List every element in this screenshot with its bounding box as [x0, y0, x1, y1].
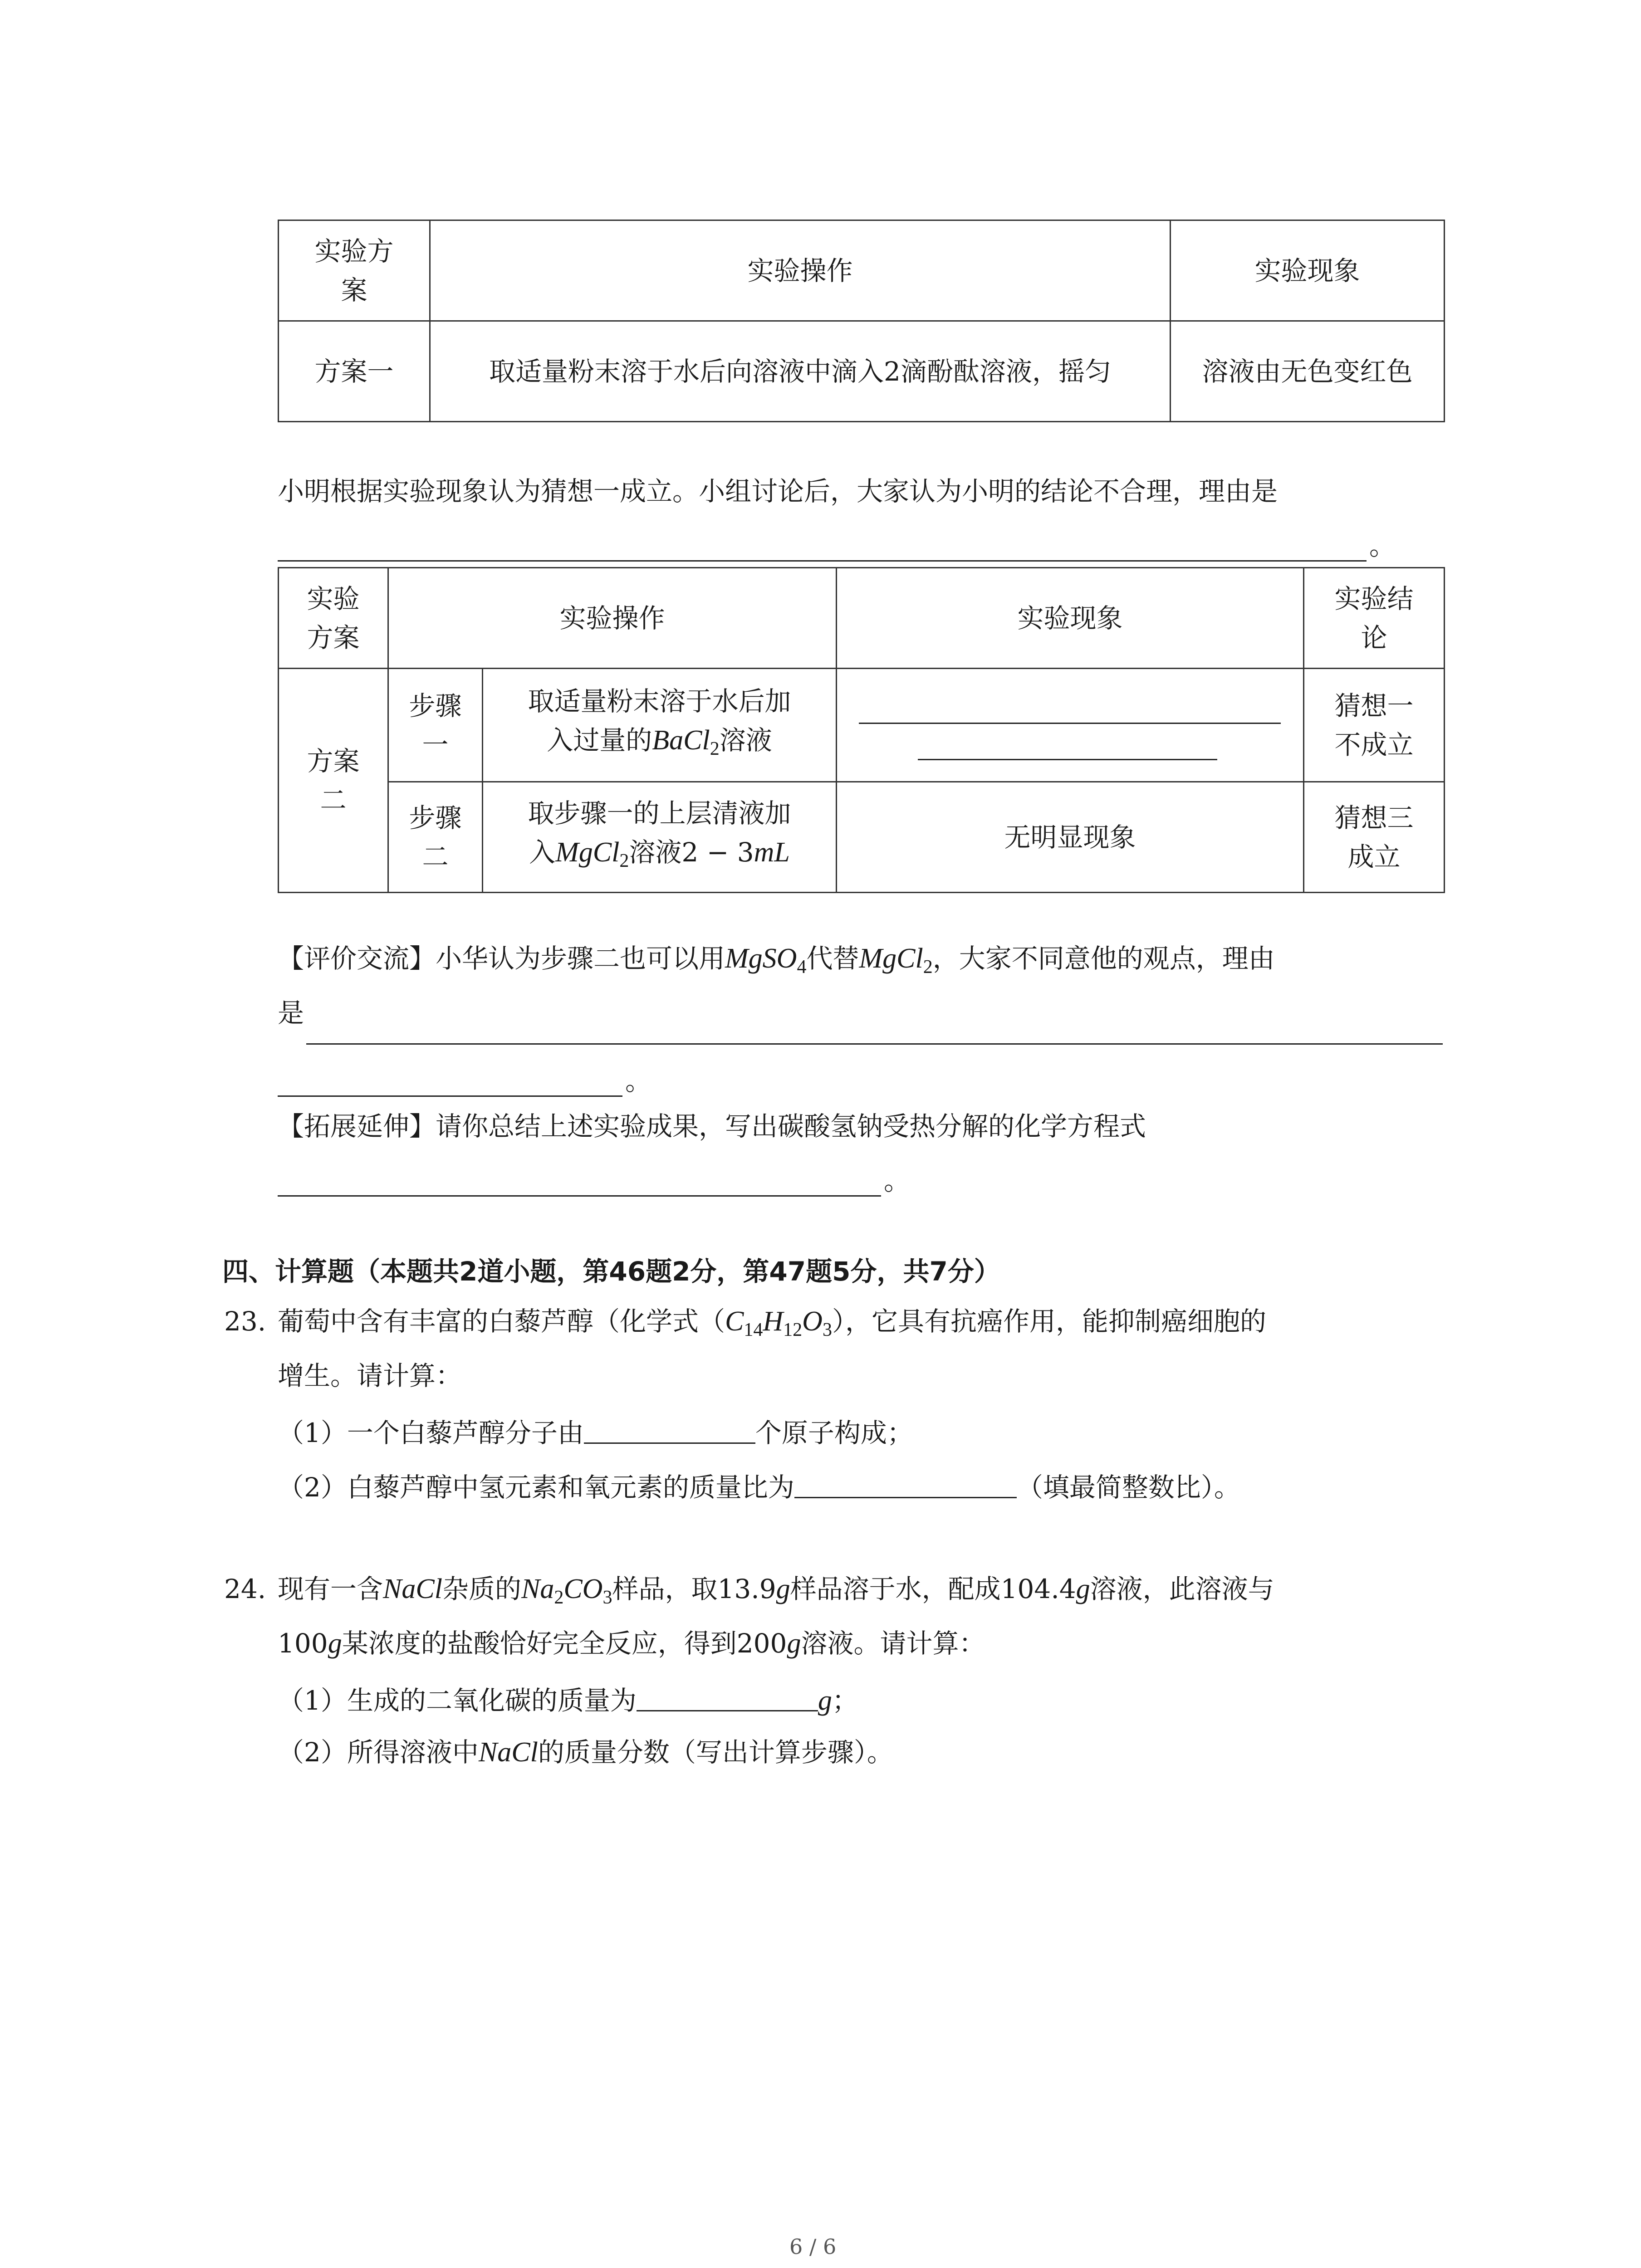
q23-part1: （1）一个白藜芦醇分子由 个原子构成；: [278, 1411, 913, 1452]
table1-phenomenon-cell: 溶液由无色变红色: [1171, 321, 1445, 422]
answer-blank-evaluation-2[interactable]: [278, 1095, 622, 1097]
table2-step2-operation: 取步骤一的上层清液加 入MgCl$_2$溶液2 − 3mL: [483, 782, 837, 893]
evaluation-paragraph: 【评价交流】小华认为步骤二也可以用MgSO$_4$代替MgCl$_2$，大家不同意他的观点，理由: [278, 943, 1275, 978]
answer-blank-equation[interactable]: [278, 1195, 881, 1197]
answer-blank-mass-ratio[interactable]: [794, 1465, 1017, 1498]
q24-part1: （1）生成的二氧化碳的质量为 g；: [278, 1678, 858, 1720]
table1-header-phenomenon: 实验现象: [1171, 220, 1445, 321]
table2-header-operation: 实验操作: [388, 568, 837, 669]
answer-blank-reason-1[interactable]: [278, 560, 1367, 562]
table2-header-conclusion: 实验结论: [1304, 568, 1445, 669]
table2-step1-label: 步骤一: [388, 669, 483, 782]
table2-header-phenomenon: 实验现象: [837, 568, 1304, 669]
answer-blank-evaluation-1[interactable]: [306, 1043, 1443, 1045]
table1-header-plan: 实验方案: [279, 220, 430, 321]
extension-period: 。: [884, 1165, 911, 1196]
table1-operation-cell: 取适量粉末溶于水后向溶液中滴入2滴酚酞溶液，摇匀: [430, 321, 1171, 422]
period: 。: [1369, 530, 1396, 561]
table2-step1-operation: 取适量粉末溶于水后加 入过量的BaCl$_2$溶液: [483, 669, 837, 782]
xiaoming-paragraph: 小明根据实验现象认为猜想一成立。小组讨论后，大家认为小明的结论不合理，理由是: [278, 476, 1278, 507]
answer-blank-atoms[interactable]: [584, 1411, 755, 1444]
q23-line1: 葡萄中含有丰富的白藜芦醇（化学式$(C_{14}H_{12}O_3)$，它具有抗癌作用，能抑制癌细胞的: [278, 1306, 1266, 1340]
experiment-table-2: [278, 567, 1445, 893]
q24-line2: 100g某浓度的盐酸恰好完全反应，得到200g溶液。请计算：: [278, 1628, 985, 1659]
table1-plan-cell: 方案一: [279, 321, 430, 422]
q24-number: 24.: [224, 1574, 266, 1604]
extension-paragraph: 【拓展延伸】请你总结上述实验成果，写出碳酸氢钠受热分解的化学方程式: [278, 1111, 1146, 1142]
table2-plan-cell: 方案二: [279, 669, 388, 893]
section-4-title: 四、计算题（本题共2道小题，第46题2分，第47题5分，共7分）: [222, 1256, 1000, 1287]
table2-step2-conclusion: 猜想三成立: [1304, 782, 1445, 893]
q24-part2: （2）所得溶液中NaCl的质量分数（写出计算步骤）。: [278, 1737, 893, 1768]
page-number: 6 / 6: [789, 2234, 837, 2259]
table2-step1-phenomenon-blank[interactable]: [837, 669, 1304, 782]
table2-step2-phenomenon: 无明显现象: [837, 782, 1304, 893]
evaluation-period: 。: [625, 1066, 652, 1096]
table2-step2-label: 步骤二: [388, 782, 483, 893]
experiment-table-1: [278, 220, 1445, 422]
table2-step1-conclusion: 猜想一不成立: [1304, 669, 1445, 782]
table2-header-plan: 实验方案: [279, 568, 388, 669]
q23-line2: 增生。请计算：: [278, 1360, 462, 1391]
table1-header-operation: 实验操作: [430, 220, 1171, 321]
answer-blank-co2-mass[interactable]: [637, 1678, 818, 1711]
q23-number: 23.: [224, 1306, 266, 1337]
q24-line1: 现有一含NaCl杂质的$Na_2CO_3$样品，取13.9g样品溶于水，配成104.4g溶液，此溶液与: [278, 1574, 1274, 1608]
q23-part2: （2）白藜芦醇中氢元素和氧元素的质量比为 （填最简整数比）。: [278, 1465, 1240, 1507]
evaluation-line2: 是: [278, 997, 304, 1028]
